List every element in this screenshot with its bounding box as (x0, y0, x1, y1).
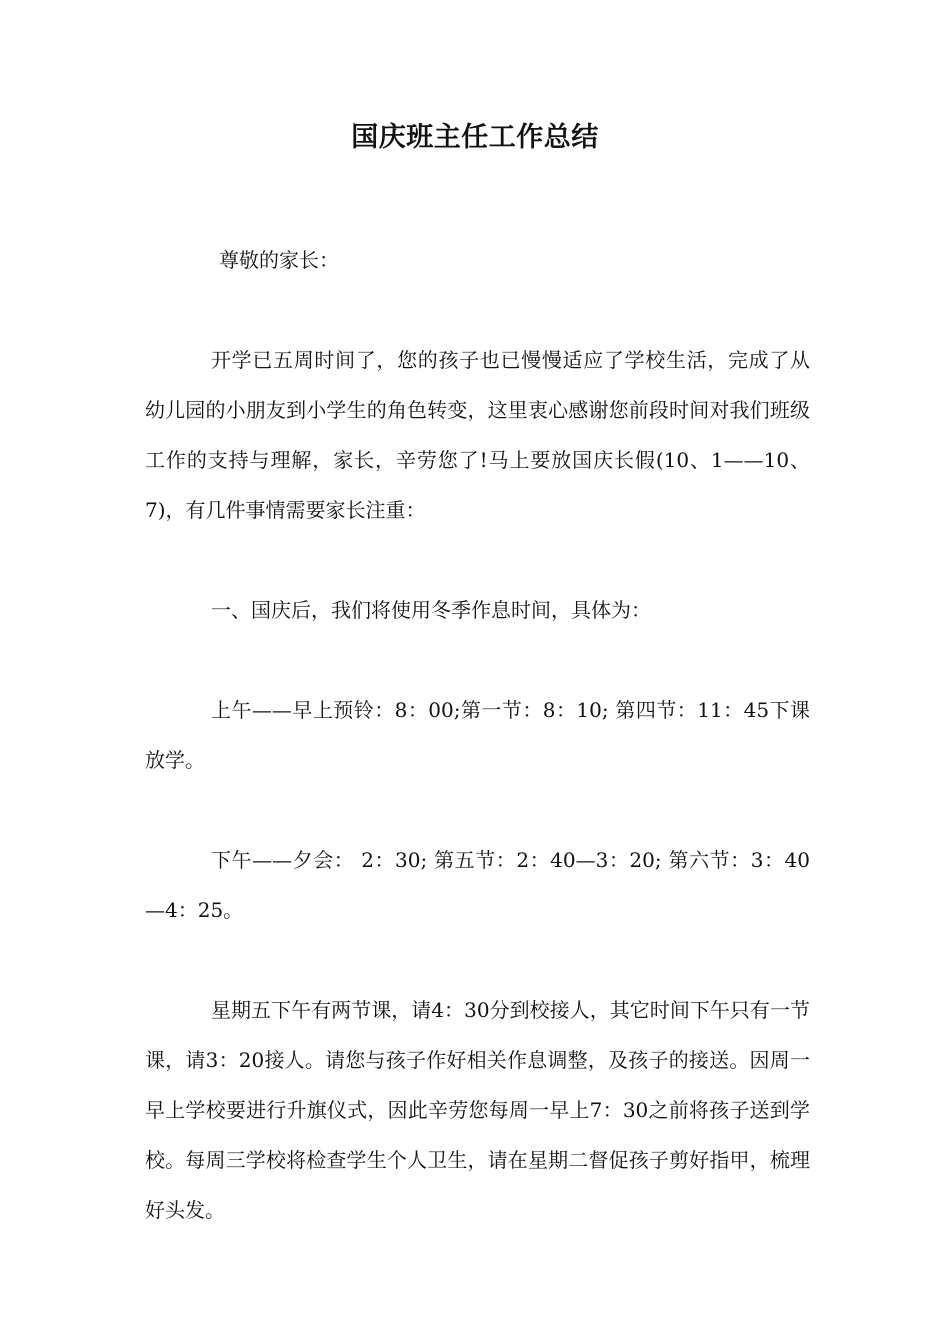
paragraph-afternoon-schedule: 下午——夕会： 2：30; 第五节：2：40—3：20; 第六节：3：40—4：25。 (145, 848, 810, 922)
paragraph-schedule-heading: 一、国庆后，我们将使用冬季作息时间，具体为： (211, 598, 651, 622)
salutation: 尊敬的家长： (219, 248, 339, 272)
document-title: 国庆班主任工作总结 (351, 122, 599, 153)
paragraph-intro: 开学已五周时间了，您的孩子也已慢慢适应了学校生活，完成了从幼儿园的小朋友到小学生的角色转变，这里衷心感谢您前段时间对我们班级工作的支持与理解，家长，辛劳您了!马上要放国庆长假(10、1——10、7)，有几件事情需要家长注重： (145, 348, 810, 522)
paragraph-pickup-notes: 星期五下午有两节课，请4：30分到校接人，其它时间下午只有一节课，请3：20接人。请您与孩子作好相关作息调整，及孩子的接送。因周一早上学校要进行升旗仪式，因此辛劳您每周一早上7：30之前将孩子送到学校。每周三学校将检查学生个人卫生，请在星期二督促孩子剪好指甲，梳理好头发。 (145, 998, 810, 1222)
paragraph-morning-schedule: 上午——早上预铃：8：00;第一节：8：10; 第四节：11：45下课放学。 (145, 698, 810, 772)
